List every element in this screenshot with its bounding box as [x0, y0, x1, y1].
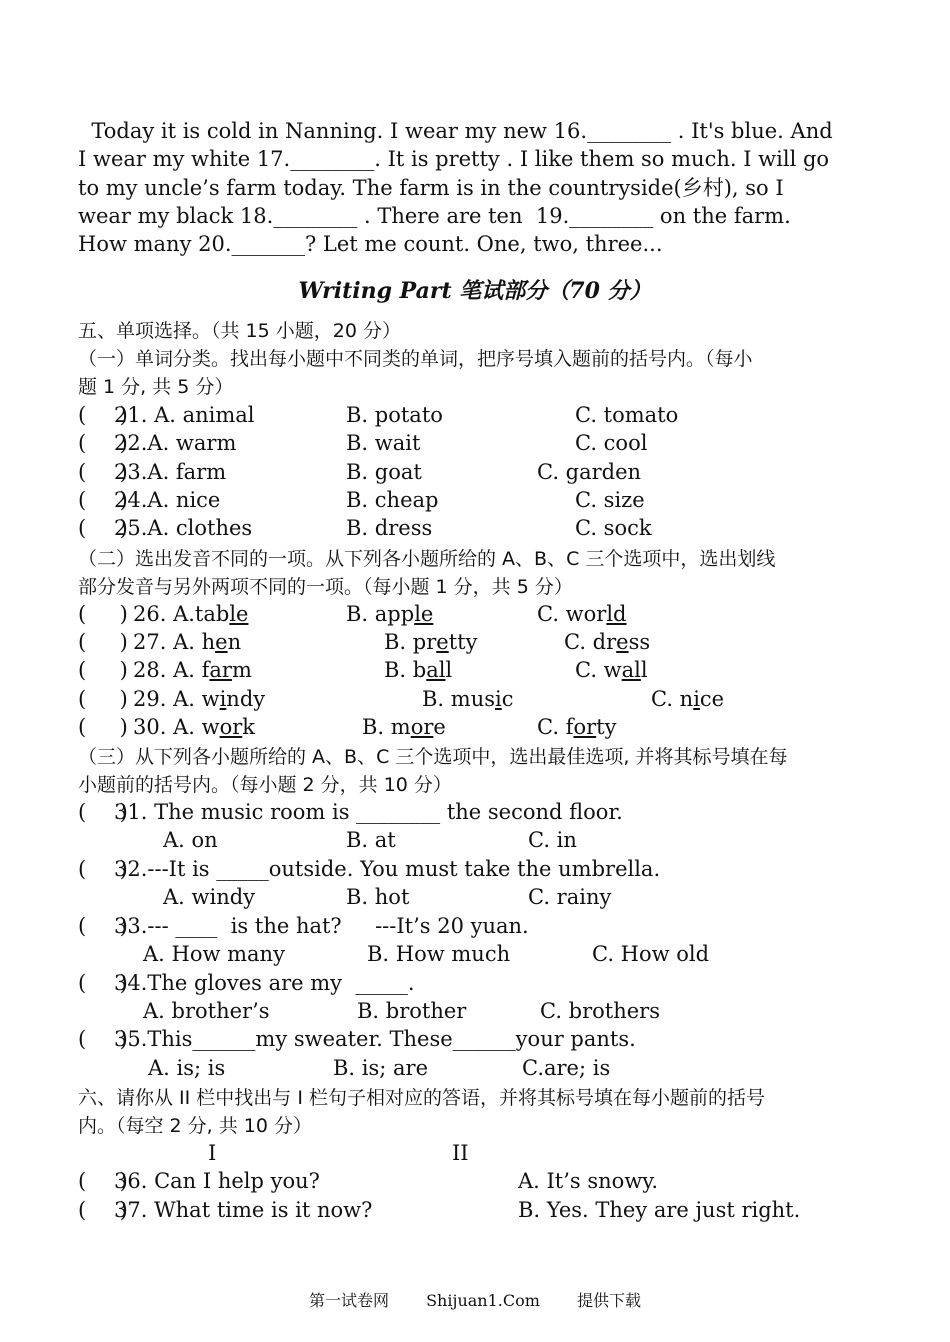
question-21: 21. A. animal	[114, 403, 255, 427]
option-b: B. brother	[357, 999, 467, 1023]
option-c: C. dress	[564, 630, 651, 654]
option-c: C. wall	[575, 658, 648, 682]
answer-paren[interactable]: ( )	[78, 800, 128, 824]
option-a: 26. A.table	[133, 602, 249, 626]
answer-paren[interactable]: ( )	[78, 1198, 128, 1222]
option-b: B. How much	[367, 942, 511, 966]
option-b: B. at	[346, 828, 396, 852]
answer-paren[interactable]: ( )	[78, 1027, 128, 1051]
answer-paren[interactable]: ( )	[78, 715, 128, 739]
option-c: C. How old	[592, 942, 710, 966]
option-a: A. How many	[143, 942, 285, 966]
option-b: B. goat	[346, 460, 422, 484]
option-b: B. dress	[346, 516, 433, 540]
option-a: 29. A. windy	[133, 687, 266, 711]
answer-paren[interactable]: ( )	[78, 630, 128, 654]
part2-instruction-2: 部分发音与另外两项不同的一项。（每小题 1 分，共 5 分）	[78, 576, 573, 598]
question-22: 22.A. warm	[114, 431, 237, 455]
option-b: B. ball	[384, 658, 453, 682]
option-a: 28. A. farm	[133, 658, 252, 682]
passage-line-2: I wear my white 17.________. It is pretty . I like them so much. I will go	[78, 147, 830, 171]
option-c: C. sock	[575, 516, 652, 540]
option-b: B. wait	[346, 431, 421, 455]
part1-instruction-1: （一）单词分类。找出每小题中不同类的单词，把序号填入题前的括号内。（每小	[78, 348, 753, 370]
option-c: C. tomato	[575, 403, 679, 427]
answer-paren[interactable]: ( )	[78, 488, 128, 512]
section-title: Writing Part 笔试部分（70 分）	[298, 278, 652, 304]
passage-line-4: wear my black 18.________ . There are ten 19.________ on the farm.	[78, 204, 791, 228]
option-c: C. world	[537, 602, 627, 626]
answer-b: B. Yes. They are just right.	[518, 1198, 801, 1222]
question-36: 36. Can I help you?	[114, 1169, 320, 1193]
answer-paren[interactable]: ( )	[78, 857, 128, 881]
section5-heading: 五、单项选择。（共 15 小题，20 分）	[78, 320, 401, 342]
option-a: A. brother’s	[143, 999, 270, 1023]
question-32: 32.---It is _____outside. You must take the umbrella.	[114, 857, 661, 881]
answer-paren[interactable]: ( )	[78, 971, 128, 995]
answer-a: A. It’s snowy.	[518, 1169, 659, 1193]
part3-instruction-1: （三）从下列各小题所给的 A、B、C 三个选项中，选出最佳选项, 并将其标号填在每	[78, 746, 788, 768]
question-25: 25.A. clothes	[114, 516, 253, 540]
question-23: 23.A. farm	[114, 460, 227, 484]
answer-paren[interactable]: ( )	[78, 460, 128, 484]
question-24: 24.A. nice	[114, 488, 221, 512]
column-i-header: I	[208, 1141, 217, 1165]
option-c: C. brothers	[540, 999, 661, 1023]
answer-paren[interactable]: ( )	[78, 403, 128, 427]
part1-instruction-2: 题 1 分, 共 5 分）	[78, 376, 234, 398]
answer-paren[interactable]: ( )	[78, 1169, 128, 1193]
part2-instruction-1: （二）选出发音不同的一项。从下列各小题所给的 A、B、C 三个选项中，选出划线	[78, 548, 776, 570]
option-c: C. garden	[537, 460, 642, 484]
footer-site-cn: 第一试卷网	[308, 1291, 389, 1310]
footer-download: 提供下载	[577, 1291, 642, 1310]
option-c: C. forty	[537, 715, 617, 739]
answer-paren[interactable]: ( )	[78, 516, 128, 540]
option-a: A. is; is	[148, 1056, 226, 1080]
option-b: B. apple	[346, 602, 434, 626]
part3-instruction-2: 小题前的括号内。（每小题 2 分，共 10 分）	[78, 774, 452, 796]
option-b: B. hot	[346, 885, 410, 909]
question-31: 31. The music room is ________ the second floor.	[114, 800, 623, 824]
passage-line-5: How many 20._______? Let me count. One, two, three...	[78, 232, 663, 256]
option-b: B. music	[422, 687, 514, 711]
option-b: B. is; are	[333, 1056, 429, 1080]
section6-instruction-2: 内。（每空 2 分, 共 10 分）	[78, 1115, 313, 1137]
option-b: B. cheap	[346, 488, 439, 512]
column-ii-header: II	[452, 1141, 469, 1165]
answer-paren[interactable]: ( )	[78, 914, 128, 938]
option-a: 27. A. hen	[133, 630, 242, 654]
passage-line-3: to my uncle’s farm today. The farm is in the countryside(乡村), so I	[78, 176, 784, 200]
question-37: 37. What time is it now?	[114, 1198, 373, 1222]
answer-paren[interactable]: ( )	[78, 658, 128, 682]
option-c: C. rainy	[528, 885, 612, 909]
answer-paren[interactable]: ( )	[78, 431, 128, 455]
option-c: C.are; is	[522, 1056, 611, 1080]
answer-paren[interactable]: ( )	[78, 687, 128, 711]
section6-instruction-1: 六、请你从 II 栏中找出与 I 栏句子相对应的答语，并将其标号填在每小题前的括号	[78, 1087, 765, 1109]
option-c: C. nice	[651, 687, 725, 711]
option-b: B. potato	[346, 403, 443, 427]
question-35: 35.This______my sweater. These______your pants.	[114, 1027, 636, 1051]
page-footer	[0, 1288, 950, 1311]
option-a: A. windy	[163, 885, 256, 909]
option-c: C. in	[528, 828, 577, 852]
passage-line-1: Today it is cold in Nanning. I wear my new 16.________ . It's blue. And	[91, 119, 833, 143]
answer-paren[interactable]: ( )	[78, 602, 128, 626]
option-b: B. more	[362, 715, 446, 739]
option-c: C. cool	[575, 431, 648, 455]
question-34: 34.The gloves are my _____.	[114, 971, 415, 995]
option-c: C. size	[575, 488, 645, 512]
footer-site-link[interactable]: Shijuan1.Com	[426, 1291, 540, 1310]
option-b: B. pretty	[384, 630, 478, 654]
option-a: 30. A. work	[133, 715, 255, 739]
option-a: A. on	[163, 828, 218, 852]
question-33: 33.--- ____ is the hat? ---It’s 20 yuan.	[114, 914, 529, 938]
